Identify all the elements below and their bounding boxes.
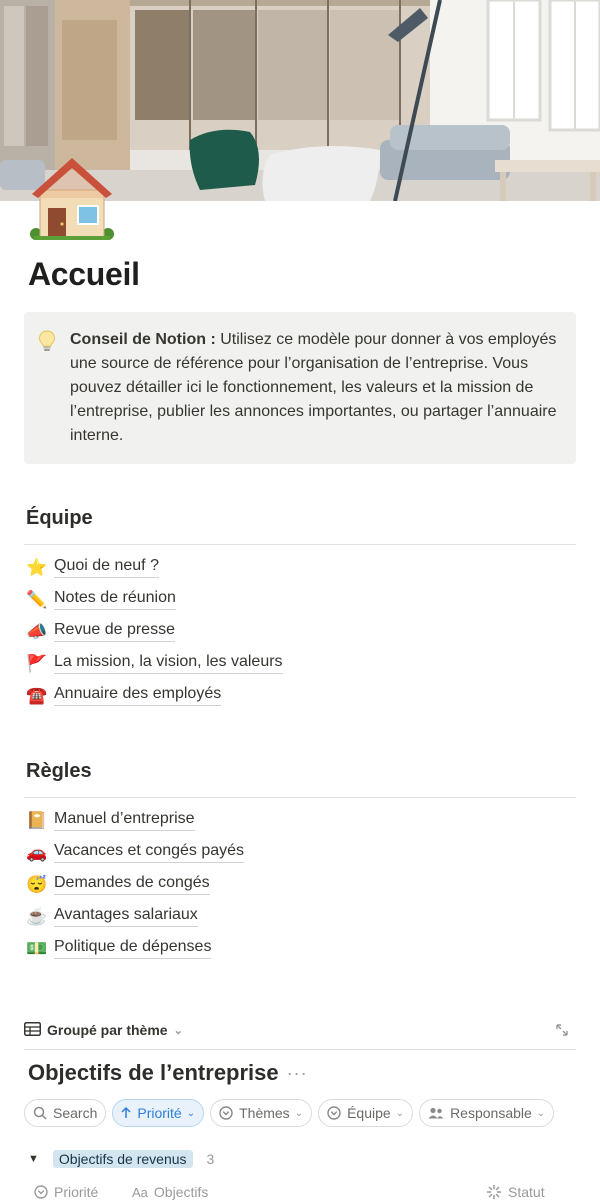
group-count: 3 <box>206 1151 215 1167</box>
house-icon[interactable] <box>26 152 118 244</box>
link-demandes-de-conges[interactable] <box>26 868 244 900</box>
star-icon: ⭐ <box>26 557 48 577</box>
database-view-selector[interactable] <box>24 1019 183 1041</box>
link-label[interactable]: Avantages salariaux <box>54 905 198 927</box>
column-label: Statut <box>508 1184 545 1200</box>
database-title-row <box>28 1060 308 1086</box>
column-header-statut[interactable] <box>486 1184 545 1200</box>
column-label: Priorité <box>54 1184 99 1200</box>
group-header[interactable] <box>28 1150 214 1168</box>
people-icon <box>428 1107 444 1119</box>
chevron-down-icon: ⌄ <box>395 1107 405 1119</box>
more-options-icon[interactable]: ··· <box>286 1062 308 1083</box>
link-label[interactable]: Annuaire des employés <box>54 684 221 706</box>
money-icon: 💵 <box>26 938 48 958</box>
select-icon <box>219 1106 233 1120</box>
responsable-filter-label: Responsable <box>450 1105 532 1121</box>
responsable-filter[interactable] <box>419 1099 554 1127</box>
link-label[interactable]: Manuel d’entreprise <box>54 809 195 831</box>
link-vacances-conges[interactable] <box>26 836 244 868</box>
search-icon <box>33 1106 47 1120</box>
telephone-icon: ☎️ <box>26 685 48 705</box>
page-title[interactable]: Accueil <box>28 256 140 292</box>
database-view-label: Groupé par thème <box>47 1022 168 1038</box>
link-manuel-entreprise[interactable] <box>26 804 244 836</box>
link-mission-vision-valeurs[interactable] <box>26 647 283 679</box>
arrow-up-icon <box>121 1107 131 1119</box>
status-icon <box>486 1184 502 1200</box>
link-label[interactable]: Politique de dépenses <box>54 937 211 959</box>
database-title[interactable]: Objectifs de l’entreprise <box>28 1060 279 1085</box>
regles-heading: Règles <box>26 760 92 782</box>
link-label[interactable]: Quoi de neuf ? <box>54 556 159 578</box>
caret-down-icon[interactable]: ▼ <box>28 1153 39 1165</box>
red-flag-icon: 🚩 <box>26 653 48 673</box>
link-annuaire-des-employes[interactable] <box>26 679 283 711</box>
search-filter[interactable] <box>24 1099 106 1127</box>
equipe-divider <box>24 544 576 545</box>
car-icon: 🚗 <box>26 842 48 862</box>
column-header-objectifs[interactable] <box>132 1184 208 1200</box>
link-quoi-de-neuf[interactable] <box>26 551 283 583</box>
tip-callout <box>24 312 576 464</box>
link-label[interactable]: Vacances et congés payés <box>54 841 244 863</box>
select-icon <box>327 1106 341 1120</box>
chevron-down-icon: ⌄ <box>536 1107 546 1119</box>
link-notes-de-reunion[interactable] <box>26 583 283 615</box>
link-label[interactable]: Notes de réunion <box>54 588 176 610</box>
megaphone-icon: 📣 <box>26 621 48 641</box>
link-revue-de-presse[interactable] <box>26 615 283 647</box>
column-header-priorite[interactable] <box>34 1184 98 1200</box>
equipe-filter-label: Équipe <box>347 1105 391 1121</box>
sleeping-face-icon: 😴 <box>26 874 48 894</box>
regles-links <box>26 804 244 964</box>
table-icon <box>24 1022 41 1039</box>
equipe-heading: Équipe <box>26 507 93 529</box>
chevron-down-icon: ⌄ <box>294 1107 304 1119</box>
lightbulb-icon <box>38 330 56 352</box>
equipe-links <box>26 551 283 711</box>
search-label: Search <box>53 1105 98 1121</box>
callout-body: Utilisez ce modèle pour donner à vos employés une source de référence pour l’organisation de l’entreprise. Vous pouvez détailler ici le fonctionnement, les valeurs et la mission de l’entreprise, publier les annonces importantes, ou partager l’annuaire interne. <box>70 331 557 444</box>
filter-bar <box>24 1099 554 1127</box>
equipe-filter[interactable] <box>318 1099 413 1127</box>
chevron-down-icon: ⌄ <box>186 1107 196 1119</box>
link-label[interactable]: Revue de presse <box>54 620 175 642</box>
select-icon <box>34 1185 48 1199</box>
link-label[interactable]: Demandes de congés <box>54 873 210 895</box>
themes-filter-label: Thèmes <box>239 1105 290 1121</box>
pencil-icon: ✏️ <box>26 589 48 609</box>
chevron-down-icon: ⌄ <box>173 1024 183 1037</box>
regles-divider <box>24 797 576 798</box>
link-label[interactable]: La mission, la vision, les valeurs <box>54 652 283 674</box>
text-property-icon: Aa <box>132 1184 148 1200</box>
database-divider <box>24 1049 576 1050</box>
expand-icon[interactable] <box>554 1022 570 1038</box>
coffee-icon: ☕ <box>26 906 48 926</box>
column-label: Objectifs <box>153 1184 209 1200</box>
callout-bold: Conseil de Notion : <box>70 331 216 348</box>
priorite-filter-label: Priorité <box>137 1105 182 1121</box>
link-politique-de-depenses[interactable] <box>26 932 244 964</box>
priorite-sort-filter[interactable] <box>112 1099 204 1127</box>
link-avantages-salariaux[interactable] <box>26 900 244 932</box>
group-label: Objectifs de revenus <box>53 1150 193 1168</box>
notebook-icon: 📔 <box>26 810 48 830</box>
themes-filter[interactable] <box>210 1099 312 1127</box>
callout-text <box>70 328 560 448</box>
